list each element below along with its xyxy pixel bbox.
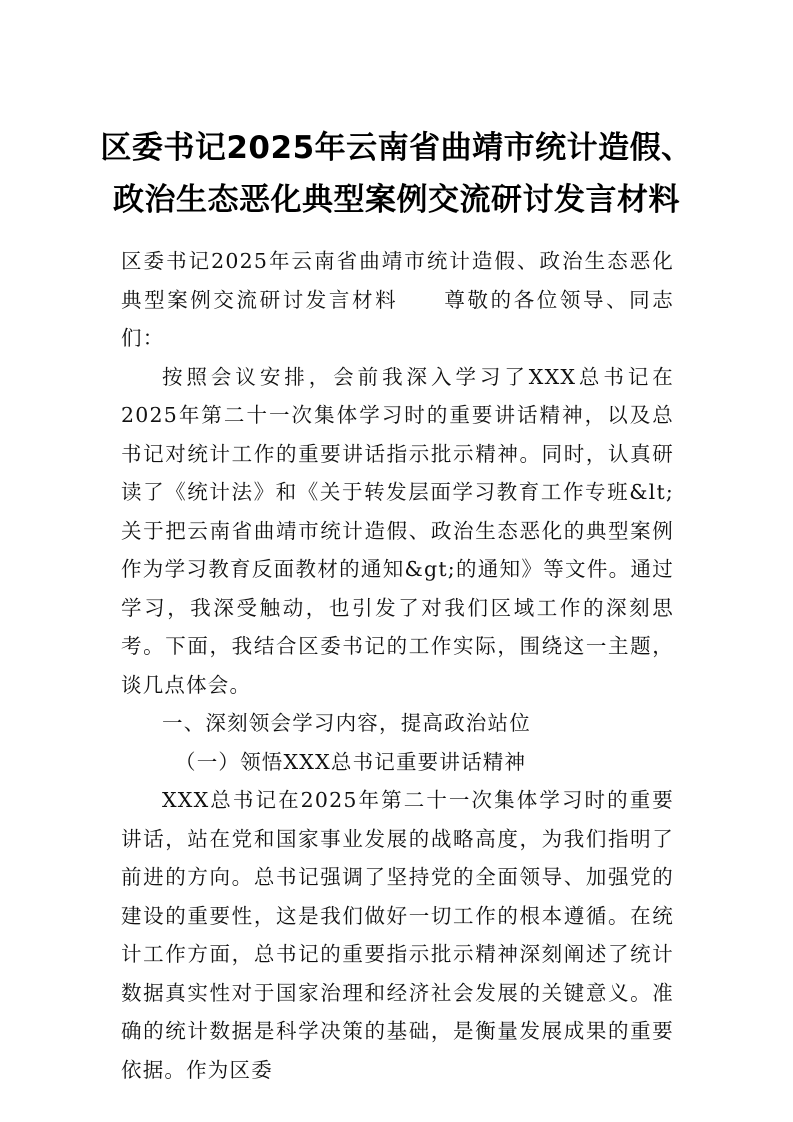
document-body (121, 242, 674, 1089)
title-line-1: 区委书记2025年云南省曲靖市统计造假、 (100, 130, 693, 166)
section-heading: 一、深刻领会学习内容，提高政治站位 (162, 711, 531, 735)
intro-paragraph: 区委书记2025年云南省曲靖市统计造假、政治生态恶化典型案例交流研讨发言材料 尊敬的各位领导、同志们： (121, 249, 674, 350)
title-line-2: 政治生态恶化典型案例交流研讨发言材料 (113, 182, 680, 218)
body-paragraph: XXX总书记在2025年第二十一次集体学习时的重要讲话，站在党和国家事业发展的战略高度，为我们指明了前进的方向。总书记强调了坚持党的全面领导、加强党的建设的重要性，这是我们做好一切工作的根本遵循。在统计工作方面，总书记的重要指示批示精神深刻阐述了统计数据真实性对于国家治理和经济社会发展的关键意义。准确的统计数据是科学决策的基础，是衡量发展成果的重要依据。作为区委 (121, 788, 674, 1082)
document-title (96, 122, 697, 226)
subsection-heading: （一）领悟XXX总书记重要讲话精神 (175, 749, 527, 774)
body-paragraph: 按照会议安排，会前我深入学习了XXX总书记在2025年第二十一次集体学习时的重要讲话精神，以及总书记对统计工作的重要讲话指示批示精神。同时，认真研读了《统计法》和《关于转发层面学习教育工作专班&lt;关于把云南省曲靖市统计造假、政治生态恶化的典型案例作为学习教育反面教材的通知&gt;的通知》等文件。通过学习，我深受触动，也引发了对我们区域工作的深刻思考。下面，我结合区委书记的工作实际，围绕这一主题，谈几点体会。 (121, 364, 674, 697)
